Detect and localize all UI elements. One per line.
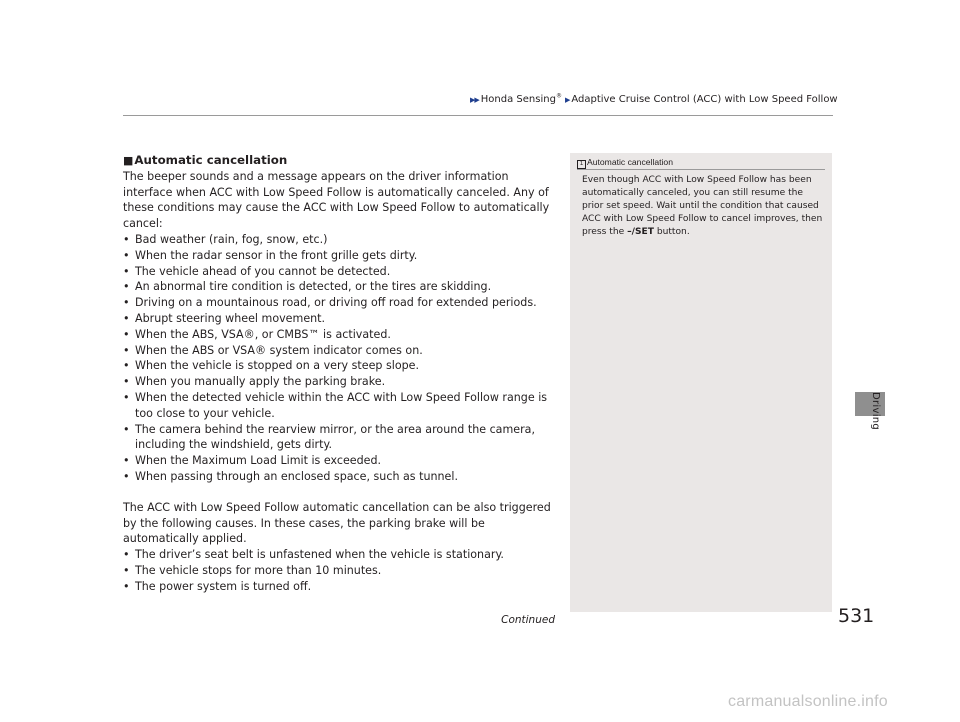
note-marker-icon: 1 [577, 160, 586, 169]
breadcrumb-item-acc: Adaptive Cruise Control (ACC) with Low Speed Follow [571, 94, 838, 105]
watermark: carmanualsonline.info [728, 693, 888, 710]
bullet-icon: • [123, 390, 130, 404]
bullet-icon: • [123, 264, 130, 278]
bullet-icon: • [123, 375, 130, 389]
bullet-icon: • [123, 422, 130, 436]
sidebar-note-body [582, 174, 826, 239]
list-item [123, 343, 561, 359]
list-item [123, 279, 561, 295]
bullet-icon: • [123, 280, 130, 294]
bullet-icon: • [123, 548, 130, 562]
list-item-text: Bad weather (rain, fog, snow, etc.) [135, 232, 328, 246]
registered-mark: ® [555, 92, 562, 100]
section-title-text: Automatic cancellation [134, 153, 288, 167]
list-item [123, 358, 561, 374]
sidebar-note-divider [577, 169, 825, 170]
sidebar-note [570, 153, 832, 612]
list-item-text: When the detected vehicle within the ACC with Low Speed Follow range is too close to your vehicle. [135, 390, 548, 420]
bullet-icon: • [123, 232, 130, 246]
list-item-text: The power system is turned off. [135, 579, 312, 593]
set-button-label: –/SET [627, 227, 654, 237]
list-item [123, 422, 561, 454]
list-item-text: The vehicle ahead of you cannot be detected. [135, 264, 391, 278]
bullet-icon: • [123, 248, 130, 262]
bullet-icon: • [123, 469, 130, 483]
chapter-tab-label: Driving [870, 392, 881, 431]
list-item-text: The driver’s seat belt is unfastened when the vehicle is stationary. [135, 548, 504, 562]
list-item [123, 248, 561, 264]
list-item [123, 579, 561, 595]
list-item [123, 311, 561, 327]
continued-label: Continued [501, 614, 555, 626]
bullet-icon: • [123, 296, 130, 310]
double-arrow-icon: ▶▶ [470, 96, 479, 104]
list-item [123, 390, 561, 422]
list-item-text: An abnormal tire condition is detected, or the tires are skidding. [135, 280, 492, 294]
list-item [123, 547, 561, 563]
second-paragraph: The ACC with Low Speed Follow automatic cancellation can be also triggered by the following causes. In these cases, the parking brake will be automatically applied. [123, 500, 551, 546]
sidebar-note-title [577, 157, 673, 169]
bullet-icon: • [123, 327, 130, 341]
list-item-text: The camera behind the rearview mirror, or the area around the camera, including the windshield, gets dirty. [135, 422, 535, 452]
arrow-icon: ▶ [564, 96, 570, 104]
square-bullet-icon: ■ [123, 154, 134, 167]
list-item-text: When the vehicle is stopped on a very steep slope. [135, 359, 420, 373]
breadcrumb [470, 92, 838, 106]
sidebar-note-text-end: button. [653, 227, 690, 237]
bullet-icon: • [123, 343, 130, 357]
page-number: 531 [838, 605, 875, 627]
bullet-icon: • [123, 454, 130, 468]
conditions-list [123, 232, 561, 485]
sidebar-note-text: Even though ACC with Low Speed Follow has been automatically canceled, you can still resume the prior set speed. Wait until the condition that caused ACC with Low Speed Follow to cancel improves, then press the [582, 175, 823, 237]
list-item-text: When the ABS, VSA®, or CMBS™ is activated. [135, 327, 391, 341]
bullet-icon: • [123, 359, 130, 373]
list-item [123, 327, 561, 343]
header-divider [123, 115, 833, 116]
bullet-icon: • [123, 311, 130, 325]
main-content [123, 153, 561, 595]
list-item-text: When passing through an enclosed space, such as tunnel. [135, 469, 458, 483]
list-item [123, 295, 561, 311]
breadcrumb-item-honda-sensing: Honda Sensing [480, 94, 556, 105]
list-item-text: When the radar sensor in the front grille gets dirty. [135, 248, 418, 262]
list-item [123, 453, 561, 469]
list-item [123, 374, 561, 390]
bullet-icon: • [123, 579, 130, 593]
list-item [123, 563, 561, 579]
bullet-icon: • [123, 563, 130, 577]
list-item-text: When the ABS or VSA® system indicator comes on. [135, 343, 423, 357]
list-item-text: Abrupt steering wheel movement. [135, 311, 326, 325]
sidebar-note-title-text: Automatic cancellation [587, 157, 673, 167]
list-item-text: When you manually apply the parking brake. [135, 375, 386, 389]
list-item [123, 264, 561, 280]
list-item [123, 469, 561, 485]
intro-paragraph: The beeper sounds and a message appears on the driver information interface when ACC with Low Speed Follow is automatically canceled. Any of these conditions may cause the ACC with Low Speed Follow to automatically cancel: [123, 169, 550, 231]
list-item [123, 232, 561, 248]
list-item-text: The vehicle stops for more than 10 minutes. [135, 563, 382, 577]
list-item-text: When the Maximum Load Limit is exceeded. [135, 454, 382, 468]
causes-list [123, 547, 561, 594]
list-item-text: Driving on a mountainous road, or driving off road for extended periods. [135, 296, 537, 310]
section-title [123, 153, 561, 169]
